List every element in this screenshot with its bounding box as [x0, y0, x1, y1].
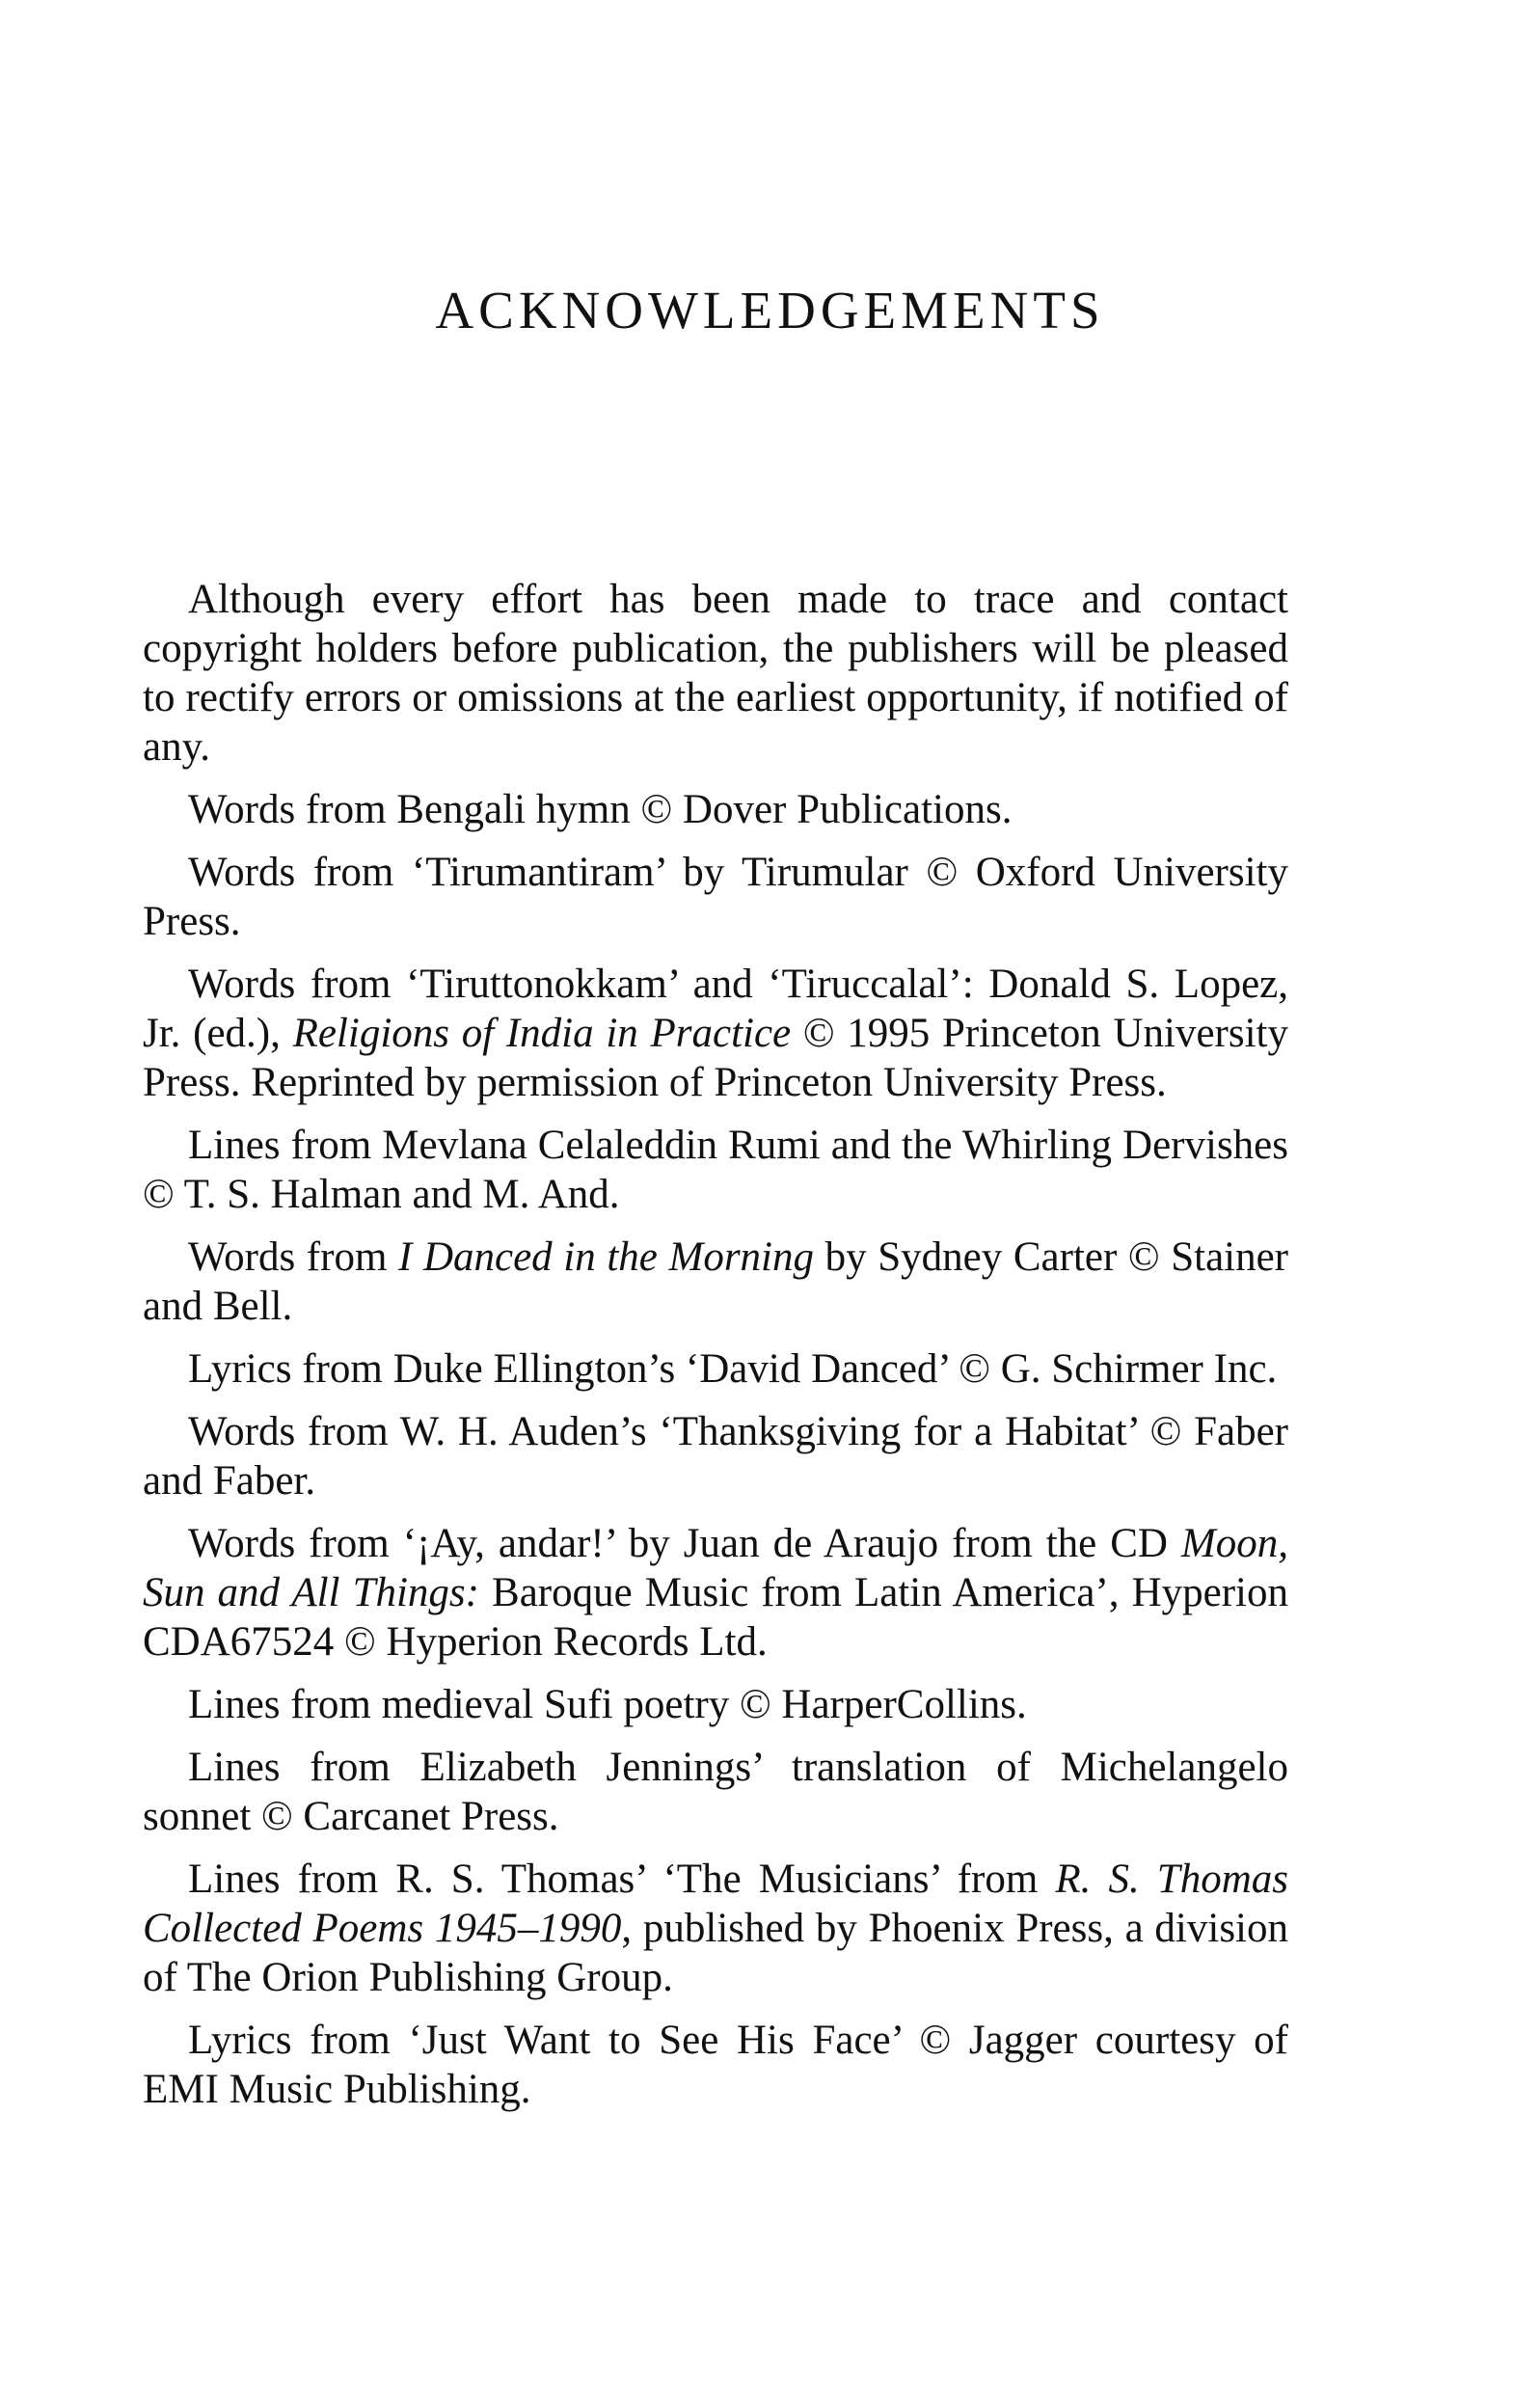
acknowledgement-entry	[143, 1344, 1288, 1394]
entry-text: Lines from Mevlana Celaleddin Rumi and the Whirling Dervishes © T. S. Halman and M. And.	[143, 1123, 1288, 1217]
acknowledgement-entry	[143, 1121, 1288, 1219]
acknowledgement-entry	[143, 1407, 1288, 1505]
acknowledgement-entry	[143, 2016, 1288, 2114]
acknowledgement-entry	[143, 1519, 1288, 1667]
page-title: ACKNOWLEDGEMENTS	[435, 281, 1105, 339]
acknowledgement-entry	[143, 1233, 1288, 1331]
entry-text: , published by Phoenix Press, a division of The Orion Publishing Group.	[143, 1906, 1289, 2000]
entry-text: Lines from Elizabeth Jennings’ translation of Michelangelo sonnet © Carcanet Press.	[143, 1745, 1288, 1839]
entry-text: Lines from medieval Sufi poetry © HarperCollins.	[188, 1682, 1027, 1727]
acknowledgement-entry	[143, 960, 1288, 1107]
entry-text: Baroque Music from Latin America’, Hyperion CDA67524 © Hyperion Records Ltd.	[143, 1570, 1288, 1665]
entry-text: Lyrics from ‘Just Want to See His Face’ © Jagger courtesy of EMI Music Publishing.	[143, 2018, 1288, 2112]
entry-text: Words from	[188, 1234, 399, 1280]
entry-text: by Sydney Carter © Stainer and Bell.	[143, 1234, 1289, 1329]
acknowledgement-entry	[143, 1855, 1288, 2002]
entry-text: Words from ‘Tirumantiram’ by Tirumular © Oxford University Press.	[143, 850, 1288, 944]
entry-text: © 1995 Princeton University Press. Reprinted by permission of Princeton University Press.	[143, 1011, 1288, 1105]
entry-text: Words from ‘¡Ay, andar!’ by Juan de Araujo from the CD	[188, 1521, 1181, 1566]
entry-italic-title: R. S. Thomas Collected Poems 1945–1990	[143, 1857, 1288, 1951]
acknowledgement-entry	[143, 785, 1288, 834]
entry-text: Words from W. H. Auden’s ‘Thanksgiving for a Habitat’ © Faber and Faber.	[143, 1409, 1288, 1504]
entry-italic-title: I Danced in the Morning	[398, 1234, 815, 1280]
entry-text: Lyrics from Duke Ellington’s ‘David Danced’ © G. Schirmer Inc.	[188, 1346, 1278, 1392]
intro-paragraph: Although every effort has been made to trace and contact copyright holders before publication, the publishers will be pleased to rectify errors or omissions at the earliest opportunity, if notified of any.	[143, 577, 1288, 770]
acknowledgement-entry	[143, 1680, 1288, 1729]
entry-text: Words from Bengali hymn © Dover Publications.	[188, 787, 1013, 832]
acknowledgements-body	[143, 575, 1288, 2128]
acknowledgement-entry	[143, 1743, 1288, 1841]
entry-italic-title: Religions of India in Practice	[292, 1011, 792, 1056]
entry-text: Lines from R. S. Thomas’ ‘The Musicians’ from	[188, 1857, 1056, 1902]
entry-text: Words from ‘Tiruttonokkam’ and ‘Tiruccalal’: Donald S. Lopez, Jr. (ed.),	[143, 962, 1288, 1056]
acknowledgement-entry	[143, 848, 1288, 946]
entry-italic-title: Moon, Sun and All Things:	[143, 1521, 1288, 1615]
